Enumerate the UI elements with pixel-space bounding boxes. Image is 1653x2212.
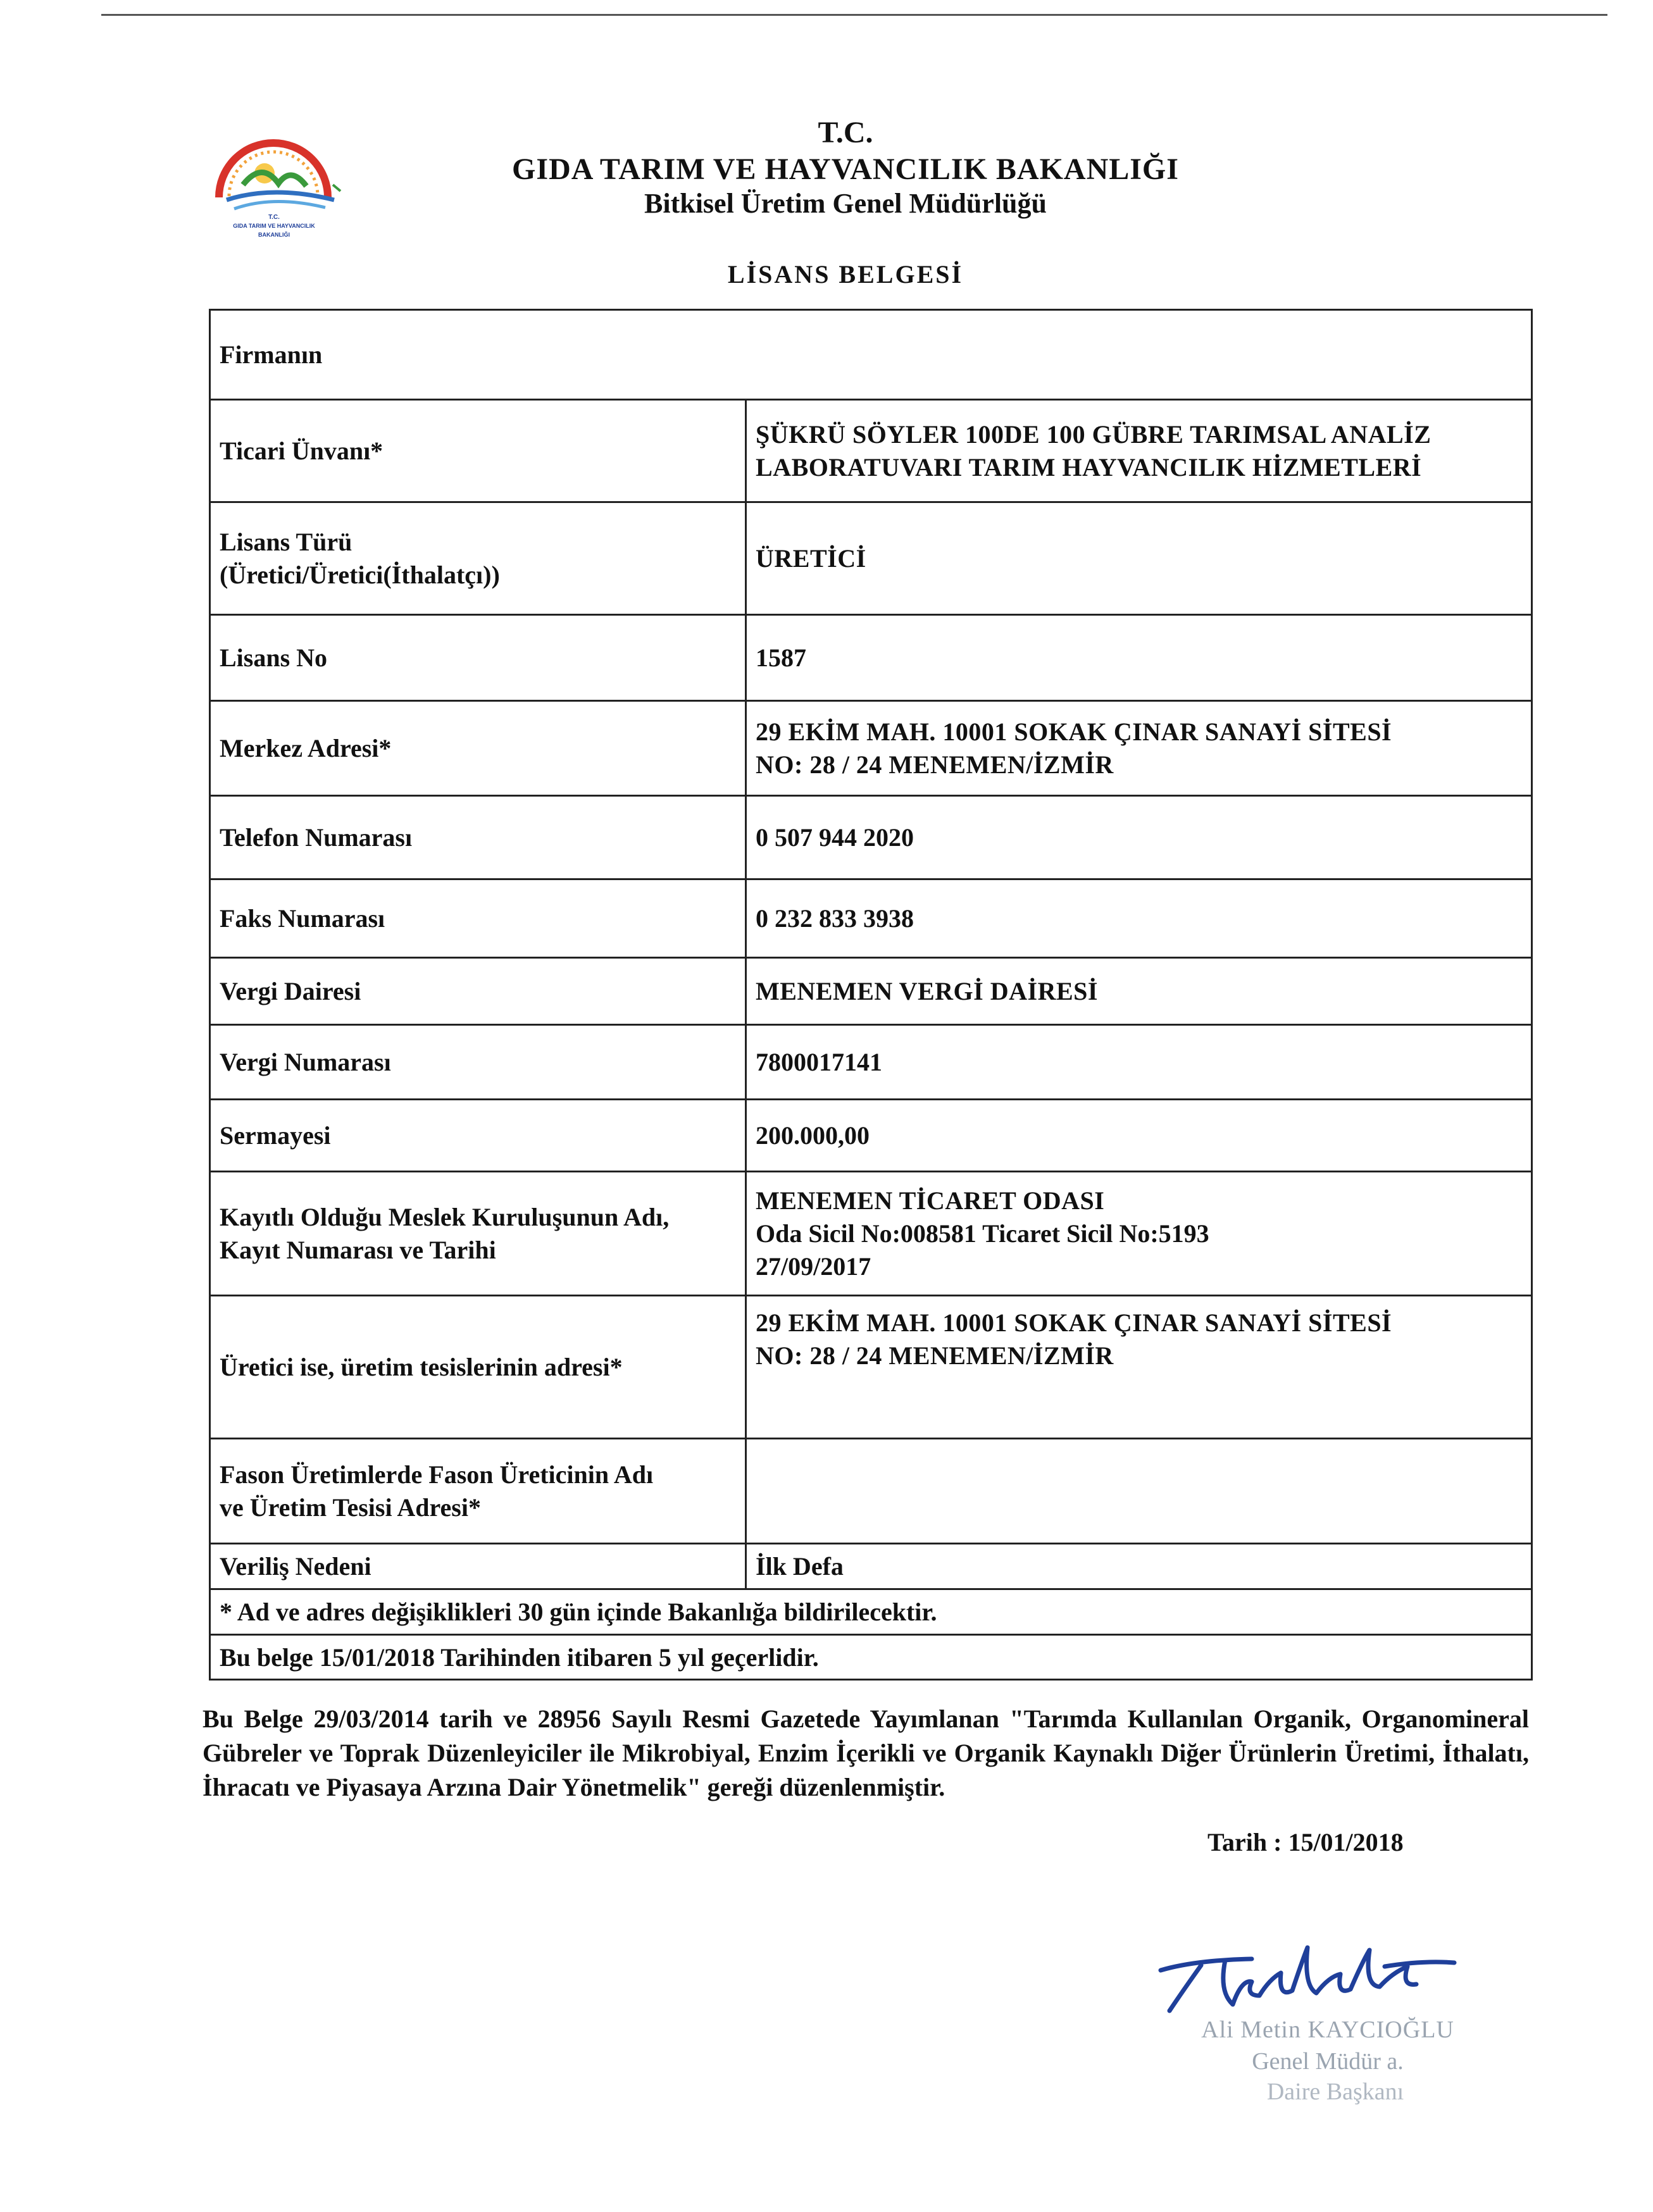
production-address-line1: 29 EKİM MAH. 10001 SOKAK ÇINAR SANAYİ SİTESİ — [756, 1308, 1392, 1337]
capital-value: 200.000,00 — [747, 1100, 1531, 1172]
production-address-value — [747, 1296, 1531, 1439]
chamber-date: 27/09/2017 — [756, 1252, 871, 1281]
issue-date: Tarih : 15/01/2018 — [1207, 1828, 1404, 1856]
trade-name-line2: LABORATUVARI TARIM HAYVANCILIK HİZMETLERİ — [756, 452, 1422, 482]
chamber-label-line2: Kayıt Numarası ve Tarihi — [220, 1235, 496, 1264]
signatory-subtitle: Daire Başkanı — [1266, 2078, 1404, 2105]
logo-text-tc: T.C. — [268, 214, 280, 221]
contract-manufacturer-value — [747, 1439, 1531, 1544]
tax-office-label: Vergi Dairesi — [211, 959, 747, 1026]
handwritten-signature — [1157, 1935, 1486, 2017]
chamber-name: MENEMEN TİCARET ODASI — [756, 1186, 1105, 1215]
signatory-subtitle-cut — [1202, 2078, 1468, 2105]
signatory-title: Genel Müdür a. — [1252, 2048, 1404, 2075]
chamber-registry: Oda Sicil No:008581 Ticaret Sicil No:5193 — [756, 1219, 1209, 1248]
issue-reason-label: Veriliş Nedeni — [211, 1544, 747, 1590]
phone-value: 0 507 944 2020 — [747, 797, 1531, 880]
firm-heading: Firmanın — [211, 311, 1531, 401]
license-no-value: 1587 — [747, 616, 1531, 702]
validity-note: Bu belge 15/01/2018 Tarihinden itibaren 5 yıl geçerlidir. — [220, 1643, 819, 1672]
chamber-label — [211, 1172, 747, 1296]
phone-label: Telefon Numarası — [211, 797, 747, 880]
trade-name-line1: ŞÜKRÜ SÖYLER 100DE 100 GÜBRE TARIMSAL ANALİZ — [756, 419, 1432, 449]
document-title: LİSANS BELGESİ — [727, 260, 964, 289]
change-notice: * Ad ve adres değişiklikleri 30 gün içinde Bakanlığa bildirilecektir. — [211, 1590, 1531, 1636]
license-form-table — [209, 309, 1533, 1681]
license-type-label-line1: Lisans Türü — [220, 527, 352, 556]
production-address-label: Üretici ise, üretim tesislerinin adresi* — [211, 1296, 747, 1439]
license-no-label: Lisans No — [211, 616, 747, 702]
issue-reason-value: İlk Defa — [747, 1544, 1531, 1590]
license-type-label — [211, 503, 747, 616]
capital-label: Sermayesi — [211, 1100, 747, 1172]
production-address-line2: NO: 28 / 24 MENEMEN/İZMİR — [756, 1341, 1114, 1370]
chamber-label-line1: Kayıtlı Olduğu Meslek Kuruluşunun Adı, — [220, 1202, 670, 1231]
contract-manufacturer-label-line2: ve Üretim Tesisi Adresi* — [220, 1493, 481, 1522]
tax-office-value: MENEMEN VERGİ DAİRESİ — [747, 959, 1531, 1026]
logo-text-ministry: GIDA TARIM VE HAYVANCILIK — [233, 223, 315, 229]
header-tc: T.C. — [818, 116, 873, 149]
logo-text-bakanlik: BAKANLIĞI — [258, 232, 290, 238]
contract-manufacturer-label — [211, 1439, 747, 1544]
trade-name-label: Ticari Ünvanı* — [211, 401, 747, 503]
head-office-line1: 29 EKİM MAH. 10001 SOKAK ÇINAR SANAYİ SİTESİ — [756, 717, 1392, 746]
signatory-name: Ali Metin KAYCIOĞLU — [1201, 2016, 1454, 2043]
trade-name-value — [747, 401, 1531, 503]
license-type-value: ÜRETİCİ — [747, 503, 1531, 616]
header-ministry: GIDA TARIM VE HAYVANCILIK BAKANLIĞI — [512, 152, 1179, 186]
license-type-label-line2: (Üretici/Üretici(İthalatçı)) — [220, 560, 500, 589]
header-department: Bitkisel Üretim Genel Müdürlüğü — [644, 188, 1047, 219]
contract-manufacturer-label-line1: Fason Üretimlerde Fason Üreticinin Adı — [220, 1460, 654, 1489]
regulation-paragraph: Bu Belge 29/03/2014 tarih ve 28956 Sayılı Resmi Gazetede Yayımlanan "Tarımda Kullanılan Organik, Organomineral Gübreler ve Toprak Düzenleyiciler ile Mikrobiyal, Enzim İçerikli ve Organik Kaynaklı Diğer Ürünlerin Üretimi, İthalatı, İhracatı ve Piyasaya Arzına Dair Yönetmelik" gereği düzenlenmiştir. — [203, 1705, 1529, 1801]
head-office-label: Merkez Adresi* — [211, 702, 747, 797]
fax-label: Faks Numarası — [211, 880, 747, 959]
tax-no-value: 7800017141 — [747, 1026, 1531, 1100]
chamber-value — [747, 1172, 1531, 1296]
head-office-line2: NO: 28 / 24 MENEMEN/İZMİR — [756, 750, 1114, 779]
fax-value: 0 232 833 3938 — [747, 880, 1531, 959]
tax-no-label: Vergi Numarası — [211, 1026, 747, 1100]
top-rule — [101, 14, 1607, 16]
head-office-value — [747, 702, 1531, 797]
